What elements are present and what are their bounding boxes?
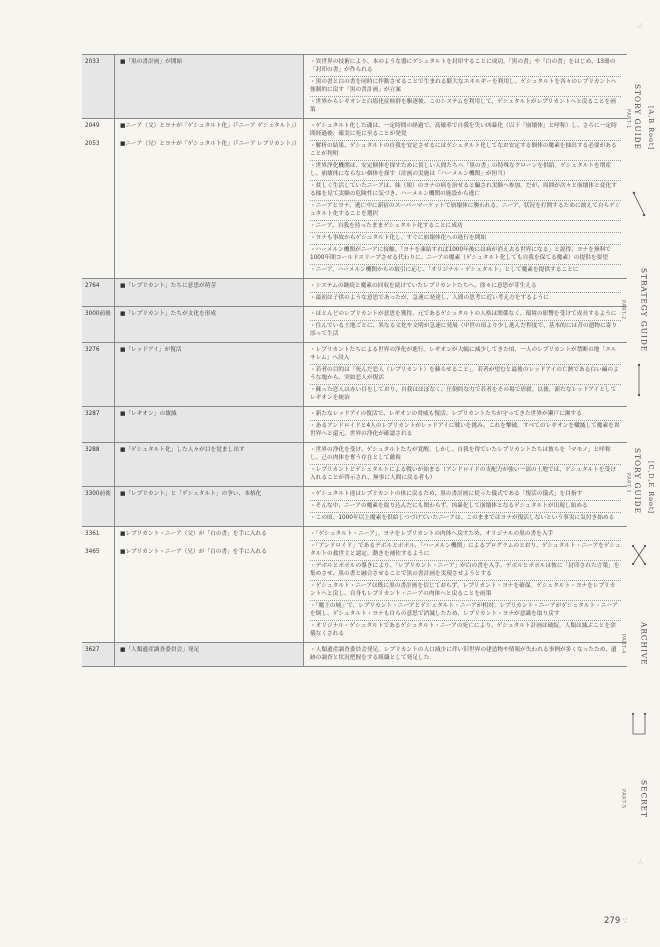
year-cell — [82, 119, 115, 278]
description-cell — [304, 119, 627, 278]
event-cell — [115, 119, 304, 278]
event: ■レプリカント・ニーア（父）が「白の書」を手に入れる — [120, 531, 267, 537]
event: ■ニーア（兄）とヨナが「ゲシュタルト化」（『ニーア レプリカント』） — [120, 141, 300, 147]
year-cell — [82, 55, 115, 118]
timeline-row — [82, 407, 627, 443]
description-bullet: ・あるアンドロイドと4人のレプリカントがレッドアイに戦いを挑み、これを撃破。すべてのレギオンを殲滅して魔素を異世界へと還元。世界の浄化が確認される — [310, 420, 621, 440]
year: 3288 — [85, 447, 100, 453]
description-cell — [304, 527, 627, 642]
description-bullet: ・ゲシュタルト達はレプリカントの体に戻るため、黒の書計画に従った儀式である「復活の儀式」を目指す — [310, 491, 583, 497]
description-bullet: ・ニーア、ハーメルン機関からの取引に応じ、「オリジナル・ゲシュタルト」として魔素を提供することに — [310, 264, 621, 276]
side-tab-title: STORY GUIDE — [632, 448, 642, 514]
description-bullet: ・ヨナも事故からゲシュタルト化し、すぐに崩壊体化への進行を開始 — [310, 232, 621, 244]
event-cell — [115, 443, 304, 486]
year-cell — [82, 643, 115, 666]
description-cell — [304, 307, 627, 342]
event-cell — [115, 279, 304, 306]
event: ■ニーア（父）とヨナが「ゲシュタルト化」（『ニーア ゲシュタルト』） — [120, 123, 300, 129]
side-tab-title: STORY GUIDE — [632, 84, 642, 150]
timeline-row — [82, 119, 627, 279]
year-cell — [82, 279, 115, 306]
side-tab-part: PART-5 — [620, 789, 626, 809]
description-bullet: ・この頃、1000年以上魔素を供給しつづけていたニーアは、このままではヨナが復活しないという事実に気付き始める — [310, 512, 621, 524]
year-cell — [82, 527, 115, 642]
year: 2033 — [85, 59, 100, 65]
timeline-row — [82, 307, 627, 343]
page-number — [604, 916, 627, 926]
event: ■「黒の書計画」が開始 — [120, 59, 183, 65]
side-tab-archive[interactable] — [620, 622, 660, 666]
description-bullet: ・蘇った恋人は赤い目をしており、自我はほぼなく、圧倒的な力で若者をその場で虐殺。以後、新たなレッドアイとしてレギオンを統治 — [310, 384, 621, 404]
event-cell — [115, 527, 304, 642]
side-tab-story-guide-ab[interactable] — [620, 84, 660, 154]
side-tab-title: STRATEGY GUIDE — [639, 268, 649, 353]
event: ■「レプリカント」たちに意思が萌芽 — [120, 283, 217, 289]
year: 3287 — [85, 411, 100, 417]
description-bullet: ・デボルとポポルの導きにより、「レプリカント・ニーア」が白の書を入手。デボルとポポルは彼に「封印された言葉」を集めさせ、黒の書と融合させることで黒の書計画を実現させようとする — [310, 560, 621, 580]
circle-arc-icon — [631, 188, 647, 220]
year-cell — [82, 487, 115, 526]
description-bullet: ・オリジナル・ゲシュタルトであるゲシュタルト・ニーアの死亡により、ゲシュタルト計画は破綻。人類は滅ぶことを余儀なくされる — [310, 620, 621, 640]
side-tab-title: SECRET — [639, 780, 649, 819]
event-cell — [115, 55, 304, 118]
dots-icon: ∵ — [622, 917, 628, 925]
description-bullet: ・ハーメルン機関がニーアに接触。「ヨナを凍結すれば1000年後には病が消え去る世界になる」と説得、ヨナを無料で1000年間コールドスリープさせる代わりに、ニーアの魔素（ゲシュタルト化しても自我を保てる魔素）の提供を要望 — [310, 244, 621, 264]
side-tab-secret[interactable] — [620, 780, 660, 818]
description-bullet: ・ニーアとヨナ、逃亡中に新宿のスーパーマーケットで崩壊体に襲われる。ニーア、状況を打開するために敢えて自らゲシュタルト化することを選択 — [310, 200, 621, 220]
description-bullet: ・「魔王の城」で、レプリカント・ニーアとゲシュタルト・ニーアが相対。レプリカント・ニーアがゲシュタルト・ニーアを倒し、ゲシュタルト・ヨナも自らの意思で消滅したため、レプリカント・ヨナが意識を取り戻す — [310, 600, 621, 620]
description-bullet: ・「ゲシュタルト・ニーア」、ヨナをレプリカントの肉体へ戻すため、オリジナルの黒の書を入手 — [310, 531, 554, 537]
description-cell — [304, 279, 627, 306]
description-bullet: ・住んでいる土地ごとに、異なる文化や文明が急速に発展（中世の頃より少し進んだ程度で、基本的には昔の遺物に寄り添って生活 — [310, 320, 621, 340]
event: ■「レプリカント」と「ゲシュタルト」の争い、本格化 — [120, 491, 262, 497]
description-bullet: ・ほとんどのレプリカントが意思を獲得。元であるゲシュタルトの人格は関係なく、環境の影響を受けて成長するように — [310, 311, 617, 317]
description-bullet: ・新たなレッドアイの復活で、レギオンの脅威も復活。レプリカントたちが守ってきた世界が瀬戸に瀕する — [310, 411, 582, 417]
triangle-dots-icon: ∴ — [638, 22, 643, 30]
timeline-row — [82, 643, 627, 667]
line-icon — [631, 362, 647, 398]
timeline-row — [82, 279, 627, 307]
bracket-icon — [631, 712, 647, 736]
description-cell — [304, 343, 627, 406]
event-cell — [115, 407, 304, 442]
description-bullet: ・世界浄化機関は、安定個体を探すために貧しい人間たちへ「黒の書」の特殊なクローンを供給。ゲシュタルトを増産し、崩壊体にならない個体を探す（計画の実施は「ハーメルン機関」が担当） — [310, 160, 621, 180]
side-tab-title: ARCHIVE — [639, 622, 649, 666]
description-bullet: ・黒の書と白の書を同時に作動させることで生まれる膨大なエネルギーを利用し、ゲシュタルトを各々のレプリカントへ強制的に戻す「黒の書計画」が立案 — [310, 76, 621, 96]
side-tab-subtitle: [A,B Root] — [647, 105, 656, 150]
event: ■「レッドアイ」が復活 — [120, 347, 182, 353]
side-tab-subtitle: [C,D,E Root] — [647, 460, 656, 514]
event-cell — [115, 343, 304, 406]
description-bullet: ・解析の結果、ゲシュタルトの自我を安定させるにはゲシュタルト化してなお安定する個体の魔素を抽出する必要があることが判明 — [310, 140, 621, 160]
description-bullet: ・システムの継続と魔素の回収を続けていたレプリカントたちへ、徐々に意思が芽生える — [310, 283, 537, 289]
side-tab-part: PART-4 — [620, 633, 626, 654]
timeline-table — [82, 54, 627, 667]
description-bullet: ・ニーア、自我を持ったままゲシュタルト化することに成功 — [310, 220, 621, 232]
side-tab-story-guide-cde[interactable] — [620, 448, 660, 518]
description-bullet: ・レプリカントとゲシュタルトによる戦いが始まる（アンドロイドの支配力が強い一部の土地では、ゲシュタルトを受け入れることが啓示され、無事に人間に戻る者も） — [310, 464, 621, 484]
event-cell — [115, 307, 304, 342]
description-bullet: ・人類遺産調査委員会発足。レプリカントの人口減少に伴い旧世界の建造物や情報が失われる事例が多くなったため、遺跡の調査と状況把握をする組織として発足した — [310, 647, 617, 661]
description-cell — [304, 487, 627, 526]
year: 3276 — [85, 347, 100, 353]
year: 2053 — [85, 141, 100, 147]
year: 3300前後 — [85, 491, 111, 497]
side-tab-part: PART-2 — [620, 300, 626, 320]
timeline-row — [82, 55, 627, 119]
description-bullet: ・世界からレギオンと白塩化症候群を駆逐後、このシステムを利用して、ゲシュタルトがレプリカントへと戻ることを画策 — [310, 96, 621, 116]
description-bullet: ・レプリカントたちによる世界の浄化が進行。レギオンが大幅に減少してきた頃、一人のレプリカントが禁断の地「エルサレム」へ浸入 — [310, 347, 617, 361]
year-cell — [82, 307, 115, 342]
side-tab-part: PART-3 — [624, 473, 631, 493]
event: ■「レギオン」の壊滅 — [120, 411, 177, 417]
year-cell — [82, 443, 115, 486]
description-bullet: ・ゲシュタルト・ニーアは既に黒の書計画を信じておらず、レプリカント・ヨナを確保。ゲシュタルト・ヨナをレプリカントへと戻し、自身もレプリカント・ニーアの肉体へと戻ることを画策 — [310, 580, 621, 600]
description-bullet: ・若者の目的は「死んだ恋人（レプリカント）を蘇らせること」。若者が望むと最後のレッドアイの亡骸である白い繭のような塊から、突如恋人が復活 — [310, 364, 621, 384]
event: ■「人類遺産調査委員会」発足 — [120, 647, 200, 653]
year: 2764 — [85, 283, 100, 289]
description-cell — [304, 407, 627, 442]
description-bullet: ・ゲシュタルト化した魂は、一定時間の経過で、高確率で自我を失い凶暴化（以下「崩壊体」と呼称）し、さらに一定時間経過後、確実に死に至ることが発覚 — [310, 123, 617, 137]
description-cell — [304, 443, 627, 486]
event-cell — [115, 643, 304, 666]
description-cell — [304, 55, 627, 118]
year-cell — [82, 407, 115, 442]
description-bullet: ・最初は子供のような意思であったが、急速に発達し、人間の思考に近い考え方をするように — [310, 292, 621, 304]
timeline-row — [82, 343, 627, 407]
description-cell — [304, 643, 627, 666]
description-bullet: ・貧しく生活していたニーアは、妹（娘）のヨナの病を治せると騙され実験へ参加。だが、周囲が次々と崩壊体と変化する様を見て実験の危険性に気づき、ハーメルン機関の施設から逃亡 — [310, 180, 621, 200]
description-bullet: ・異世界の技術により、本のような器にゲシュタルトを封印することに成功。「黒の書」や「白の書」をはじめ、13冊の「封印の書」が作られる — [310, 59, 616, 73]
description-bullet: ・そんな中、ニーアの魔素を取り込んだにも関わらず、凶暴化して崩壊体となるゲシュタルトが出現し始める — [310, 500, 621, 512]
description-bullet: ・「アンドロイド」であるデボルとポポル、「ハーメルン機関」によるプログラムのとおり、ゲシュタルト・ニーアをゲシュタルトの救世主と認定。動きを補佐するように — [310, 540, 621, 560]
side-tab-strategy-guide[interactable] — [620, 268, 660, 352]
side-tab-part: PART-1 — [624, 109, 631, 129]
event: ■「ゲシュタルト化」した人々が目を覚まし出す — [120, 447, 245, 453]
year-cell — [82, 343, 115, 406]
triangle-dots-icon: ∴ — [638, 858, 643, 866]
timeline-row — [82, 527, 627, 643]
event: ■「レプリカント」たちが文化を形成 — [120, 311, 217, 317]
year: 3000前後 — [85, 311, 111, 317]
year: 2049 — [85, 123, 100, 129]
year: 3361 — [85, 531, 100, 537]
event: ■レプリカント・ニーア（兄）が「白の書」を手に入れる — [120, 549, 267, 555]
timeline-row — [82, 487, 627, 527]
description-bullet: ・世界の浄化を受け、ゲシュタルトたちが覚醒。しかし、自我を得ていたレプリカントたちは彼らを「マモノ」と呼称し、己の肉体を奪う存在として敵視 — [310, 447, 611, 461]
year: 3627 — [85, 647, 100, 653]
event-cell — [115, 487, 304, 526]
year: 3465 — [85, 549, 100, 555]
cross-icon — [631, 544, 647, 566]
timeline-row — [82, 443, 627, 487]
page-number-text: 279 — [604, 916, 621, 926]
